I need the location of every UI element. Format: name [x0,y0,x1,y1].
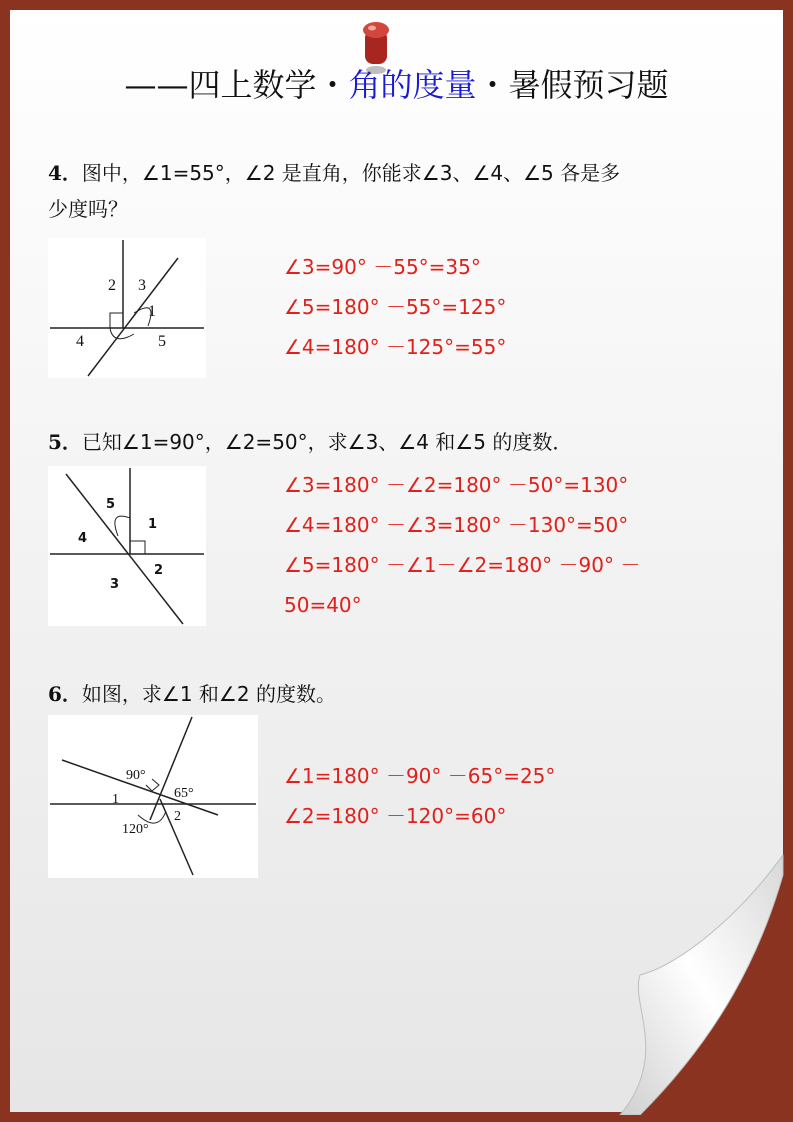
q4-label-5: 5 [158,333,166,350]
question-6: 6．如图，求∠1 和∠2 的度数。 [48,682,336,706]
page-curl [610,855,790,1115]
q6-label-120: 120° [122,822,149,837]
q4-answers: ∠3=90° －55°=35° ∠5=180° －55°=125° ∠4=180° －125°=55° [284,255,507,359]
q5-label-2: 2 [154,563,164,578]
q5-label-4: 4 [78,531,88,546]
q5-label-1: 1 [148,517,158,532]
q6-label-2: 2 [174,809,181,824]
q6-label-90: 90° [126,768,146,783]
q5-figure [48,466,206,626]
q4-label-2: 2 [108,277,116,294]
title-highlight: 角的度量 [348,66,477,104]
q6-figure [48,715,258,878]
q5-label-3: 3 [110,577,120,592]
question-4: 4．图中，∠1=55°，∠2 是直角，你能求∠3、∠4、∠5 各是多 少度吗？ [48,161,621,221]
q5-label-5: 5 [106,497,116,512]
q5-answers: ∠3=180° －∠2=180° －50°=130° ∠4=180° －∠3=180° －130°=50° ∠5=180° －∠1－∠2=180° －90° － 50=40° [284,473,641,617]
q4-label-4: 4 [76,333,84,350]
page-title: ——四上数学・角的度量・暑假预习题 [124,66,669,104]
q4-label-3: 3 [138,277,146,294]
q6-label-65: 65° [174,786,194,801]
question-5: 5．已知∠1=90°，∠2=50°，求∠3、∠4 和∠5 的度数． [48,430,573,454]
q6-answers: ∠1=180° －90° －65°=25° ∠2=180° －120°=60° [284,764,556,828]
q4-figure [48,238,206,378]
q6-label-1: 1 [112,792,119,807]
q4-label-1: 1 [148,303,156,320]
